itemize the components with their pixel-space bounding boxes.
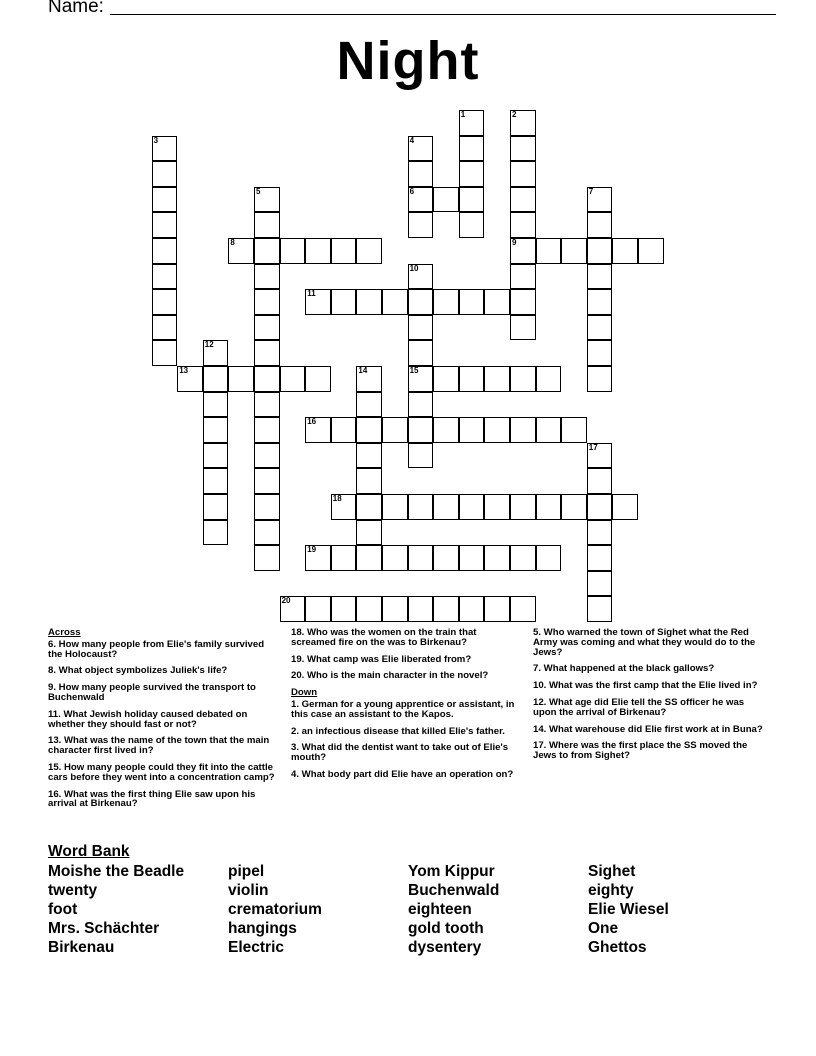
across-clue: 20. Who is the main character in the novel? (291, 670, 489, 682)
word-bank-item: pipel (228, 863, 265, 880)
word-bank-item: Sighet (588, 863, 636, 880)
crossword-cell[interactable] (331, 238, 357, 264)
crossword-cell[interactable] (254, 494, 280, 520)
crossword-cell[interactable] (408, 366, 434, 392)
crossword-cell[interactable] (305, 238, 331, 264)
crossword-cell[interactable] (152, 187, 178, 213)
clue-number: 13 (179, 366, 189, 375)
crossword-cell[interactable] (433, 366, 459, 392)
crossword-cell[interactable] (305, 545, 331, 571)
down-clue: 7. What happened at the black gallows? (533, 663, 715, 675)
crossword-cell[interactable] (484, 545, 510, 571)
crossword-cell[interactable] (561, 417, 587, 443)
crossword-cell[interactable] (484, 289, 510, 315)
word-bank-item: hangings (228, 920, 297, 937)
crossword-cell[interactable] (305, 417, 331, 443)
crossword-cell[interactable] (254, 520, 280, 546)
across-clue: 8. What object symbolizes Juliek's life? (48, 665, 228, 677)
crossword-cell[interactable] (356, 392, 382, 418)
crossword-cell[interactable] (459, 366, 485, 392)
crossword-cell[interactable] (254, 417, 280, 443)
crossword-cell[interactable] (280, 238, 306, 264)
crossword-cell[interactable] (408, 545, 434, 571)
crossword-cell[interactable] (536, 545, 562, 571)
crossword-cell[interactable] (587, 315, 613, 341)
crossword-cell[interactable] (433, 545, 459, 571)
clue-number: 4 (409, 135, 415, 145)
clue-number: 1 (460, 110, 466, 119)
word-bank-item: crematorium (228, 901, 322, 918)
crossword-cell[interactable] (561, 238, 587, 264)
crossword-cell[interactable] (254, 392, 280, 418)
word-bank-item: Mrs. Schächter (48, 920, 160, 937)
crossword-cell[interactable] (510, 161, 536, 187)
crossword-cell[interactable] (356, 545, 382, 571)
crossword-cell[interactable] (356, 417, 382, 443)
down-clue: 2. an infectious disease that killed Elie's father. (291, 725, 505, 737)
clue-number: 19 (307, 545, 317, 555)
name-label: Name: (48, 0, 104, 17)
crossword-cell[interactable] (484, 366, 510, 392)
crossword-cell[interactable] (203, 392, 229, 418)
across-heading: Across (48, 627, 81, 638)
crossword-cell[interactable] (152, 238, 178, 264)
crossword-cell[interactable] (612, 494, 638, 520)
crossword-cell[interactable] (254, 238, 280, 264)
clue-number: 10 (409, 263, 419, 273)
clue-number: 7 (588, 186, 594, 196)
crossword-cell[interactable] (331, 494, 357, 520)
crossword-cell[interactable] (587, 264, 613, 290)
crossword-cell[interactable] (356, 366, 382, 392)
crossword-cell[interactable] (459, 212, 485, 238)
across-clue: 9. How many people survived the transport to Buchenwald (48, 682, 256, 703)
crossword-cell[interactable] (587, 520, 613, 546)
crossword-cell[interactable] (459, 136, 485, 162)
crossword-cell[interactable] (408, 443, 434, 469)
crossword-cell[interactable] (408, 392, 434, 418)
crossword-cell[interactable] (280, 366, 306, 392)
crossword-cell[interactable] (203, 340, 229, 366)
clue-number: 2 (512, 110, 517, 119)
crossword-cell[interactable] (254, 315, 280, 341)
down-heading: Down (291, 687, 318, 699)
crossword-cell[interactable] (510, 545, 536, 571)
crossword-cell[interactable] (587, 187, 613, 213)
clue-number: 17 (588, 442, 598, 452)
crossword-cell[interactable] (459, 545, 485, 571)
crossword-cell[interactable] (408, 212, 434, 238)
word-bank-item: Moishe the Beadle (48, 863, 185, 880)
down-clue: 1. German for a young apprentice or assistant, in this case an assistant to the Kapos. (291, 698, 515, 720)
clue-number: 14 (358, 366, 368, 375)
across-clue: 16. What was the first thing Elie saw upon his arrival at Birkenau? (48, 788, 256, 810)
clue-number: 12 (204, 340, 214, 350)
word-bank-item: Birkenau (48, 939, 115, 956)
crossword-cell[interactable] (203, 417, 229, 443)
word-bank-column (408, 862, 499, 957)
clue-number: 3 (153, 135, 159, 145)
crossword-cell[interactable] (587, 545, 613, 571)
crossword-cell[interactable] (536, 238, 562, 264)
clue-number: 11 (307, 289, 316, 299)
word-bank-column (48, 862, 184, 957)
crossword-cell[interactable] (408, 596, 434, 622)
clue-number: 18 (332, 494, 342, 503)
word-bank-item: Yom Kippur (408, 863, 495, 880)
word-bank-item: Buchenwald (408, 882, 500, 899)
crossword-cell[interactable] (152, 161, 178, 187)
word-bank-item: gold tooth (408, 920, 484, 937)
crossword-cell[interactable] (254, 340, 280, 366)
across-clue: 6. How many people from Elie's family survived the Holocaust? (48, 638, 265, 660)
crossword-cell[interactable] (152, 212, 178, 238)
across-clue: 13. What was the name of the town that the main character first lived in? (48, 735, 270, 757)
crossword-cell[interactable] (510, 136, 536, 162)
crossword-cell[interactable] (305, 366, 331, 392)
crossword-cell[interactable] (254, 443, 280, 469)
crossword-cell[interactable] (203, 443, 229, 469)
crossword-cell[interactable] (433, 187, 459, 213)
down-clue: 3. What did the dentist want to take out of Elie's mouth? (291, 742, 509, 764)
word-bank-item: violin (228, 882, 269, 899)
word-bank-item: One (588, 920, 619, 937)
crossword-cell[interactable] (510, 494, 536, 520)
crossword-cell[interactable] (254, 545, 280, 571)
clue-number: 15 (409, 366, 419, 375)
crossword-cell[interactable] (305, 596, 331, 622)
crossword-cell[interactable] (587, 366, 613, 392)
clue-number: 9 (512, 238, 517, 247)
crossword-cell[interactable] (408, 340, 434, 366)
page-title: Night (336, 31, 480, 91)
crossword-cell[interactable] (433, 289, 459, 315)
crossword-cell[interactable] (356, 238, 382, 264)
crossword-cell[interactable] (408, 161, 434, 187)
word-bank-item: Electric (228, 939, 285, 956)
crossword-cell[interactable] (254, 289, 280, 315)
clues-column-3 (533, 628, 767, 768)
clue-number: 6 (409, 186, 415, 196)
word-bank-item: Ghettos (588, 939, 647, 956)
crossword-cell[interactable] (587, 468, 613, 494)
crossword-cell[interactable] (228, 238, 254, 264)
crossword-cell[interactable] (510, 417, 536, 443)
crossword-cell[interactable] (254, 468, 280, 494)
across-clue: 11. What Jewish holiday caused debated on whether they should fast or not? (48, 708, 248, 730)
clue-number: 16 (307, 417, 317, 427)
down-clue: 4. What body part did Elie have an operation on? (291, 768, 514, 780)
crossword-cell[interactable] (356, 289, 382, 315)
down-clue: 14. What warehouse did Elie first work at in Buna? (533, 723, 763, 735)
clues-column-2 (291, 628, 521, 787)
word-bank-item: Elie Wiesel (588, 901, 669, 918)
crossword-cell[interactable] (459, 596, 485, 622)
crossword-cell[interactable] (510, 187, 536, 213)
crossword-cell[interactable] (510, 212, 536, 238)
word-bank-item: foot (48, 901, 78, 918)
crossword-cell[interactable] (433, 494, 459, 520)
across-clue: 18. Who was the women on the train that screamed fire on the was to Birkenau? (291, 627, 477, 648)
crossword-cell[interactable] (152, 340, 178, 366)
crossword-cell[interactable] (382, 289, 408, 315)
down-clue: 5. Who warned the town of Sighet what the Red Army was coming and what they would do to the Jews? (533, 627, 756, 658)
crossword-cell[interactable] (356, 596, 382, 622)
word-bank-item: dysentery (408, 939, 482, 956)
crossword-cell[interactable] (228, 366, 254, 392)
crossword-cell[interactable] (561, 494, 587, 520)
crossword-cell[interactable] (152, 264, 178, 290)
crossword-cell[interactable] (408, 136, 434, 162)
crossword-cell[interactable] (510, 238, 536, 264)
crossword-cell[interactable] (510, 315, 536, 341)
down-clue: 12. What age did Elie tell the SS officer he was upon the arrival of Birkenau? (533, 696, 745, 718)
crossword-cell[interactable] (459, 417, 485, 443)
crossword-cell[interactable] (203, 520, 229, 546)
clues-column-1 (48, 628, 280, 816)
crossword-cell[interactable] (254, 264, 280, 290)
crossword-cell[interactable] (382, 417, 408, 443)
crossword-cell[interactable] (254, 187, 280, 213)
crossword-cell[interactable] (331, 289, 357, 315)
crossword-cell[interactable] (254, 212, 280, 238)
crossword-cell[interactable] (177, 366, 203, 392)
clue-number: 5 (256, 186, 261, 196)
crossword-cell[interactable] (484, 494, 510, 520)
word-bank-item: twenty (48, 882, 98, 899)
crossword-cell[interactable] (484, 417, 510, 443)
crossword-cell[interactable] (433, 417, 459, 443)
crossword-cell[interactable] (408, 187, 434, 213)
crossword-cell[interactable] (484, 596, 510, 622)
crossword-cell[interactable] (254, 366, 280, 392)
crossword-cell[interactable] (152, 136, 178, 162)
word-bank-item: eighty (588, 882, 634, 899)
crossword-cell[interactable] (510, 596, 536, 622)
crossword-cell[interactable] (331, 596, 357, 622)
across-clue: 19. What camp was Elie liberated from? (291, 653, 472, 665)
crossword-cell[interactable] (587, 443, 613, 469)
crossword-cell[interactable] (638, 238, 664, 264)
crossword-cell[interactable] (152, 315, 178, 341)
crossword-cell[interactable] (203, 366, 229, 392)
crossword-cell[interactable] (408, 264, 434, 290)
word-bank-column (228, 862, 322, 957)
clue-number: 20 (281, 596, 291, 606)
crossword-cell[interactable] (203, 468, 229, 494)
crossword-cell[interactable] (587, 596, 613, 622)
crossword-cell[interactable] (536, 366, 562, 392)
crossword-cell[interactable] (510, 289, 536, 315)
crossword-cell[interactable] (280, 596, 306, 622)
crossword-cell[interactable] (382, 494, 408, 520)
crossword-cell[interactable] (408, 289, 434, 315)
crossword-cell[interactable] (510, 366, 536, 392)
crossword-cell[interactable] (459, 110, 485, 136)
crossword-cell[interactable] (382, 545, 408, 571)
crossword-cell[interactable] (587, 238, 613, 264)
crossword-cell[interactable] (459, 289, 485, 315)
crossword-cell[interactable] (356, 520, 382, 546)
crossword-cell[interactable] (331, 417, 357, 443)
crossword-cell[interactable] (331, 545, 357, 571)
crossword-cell[interactable] (408, 417, 434, 443)
crossword-cell[interactable] (587, 289, 613, 315)
crossword-cell[interactable] (459, 494, 485, 520)
crossword-cell[interactable] (356, 468, 382, 494)
crossword-cell[interactable] (356, 494, 382, 520)
crossword-cell[interactable] (408, 494, 434, 520)
crossword-cell[interactable] (536, 494, 562, 520)
down-clue: 10. What was the first camp that the Elie lived in? (533, 680, 758, 692)
down-clue: 17. Where was the first place the SS moved the Jews to from Sighet? (533, 740, 748, 762)
crossword-cell[interactable] (459, 161, 485, 187)
crossword-cell[interactable] (612, 238, 638, 264)
crossword-cell[interactable] (587, 340, 613, 366)
crossword-cell[interactable] (356, 443, 382, 469)
crossword-cell[interactable] (587, 212, 613, 238)
crossword-cell[interactable] (536, 417, 562, 443)
crossword-cell[interactable] (459, 187, 485, 213)
crossword-cell[interactable] (408, 315, 434, 341)
crossword-cell[interactable] (587, 571, 613, 597)
word-bank-title: Word Bank (48, 843, 130, 860)
crossword-cell[interactable] (510, 110, 536, 136)
crossword-cell[interactable] (510, 264, 536, 290)
clue-number: 8 (230, 238, 235, 247)
crossword-cell[interactable] (433, 596, 459, 622)
crossword-cell[interactable] (587, 494, 613, 520)
crossword-cell[interactable] (203, 494, 229, 520)
crossword-cell[interactable] (382, 596, 408, 622)
word-bank-item: eighteen (408, 901, 472, 918)
word-bank-column (588, 862, 669, 957)
crossword-cell[interactable] (305, 289, 331, 315)
crossword-cell[interactable] (152, 289, 178, 315)
across-clue: 15. How many people could they fit into the cattle cars before they went into a concentration camp? (48, 761, 275, 783)
